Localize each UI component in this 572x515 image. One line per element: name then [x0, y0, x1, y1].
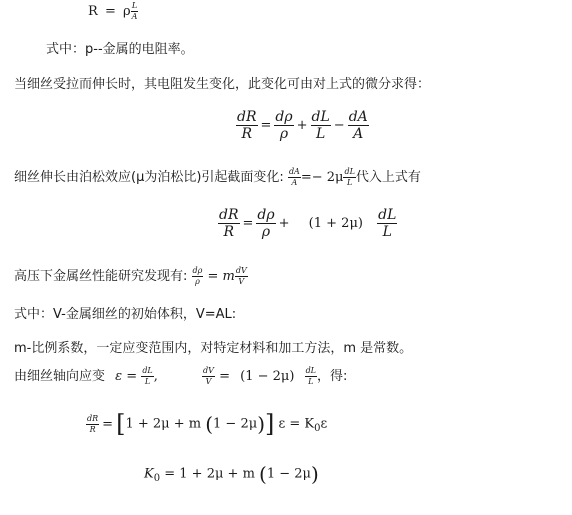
fraction-numerator: dA [288, 167, 300, 176]
symbol-k: K [144, 466, 154, 482]
fraction-numerator: dL [311, 109, 330, 125]
fraction-dl-over-l [377, 208, 397, 239]
equals-sign: = [260, 118, 272, 133]
poisson-effect-line [14, 166, 421, 187]
fraction-numerator: dL [305, 366, 316, 375]
fraction-dv-over-v [235, 267, 248, 286]
inner-term: 1 − 2μ [213, 416, 258, 432]
poisson-factor: (1 − 2μ) [240, 369, 295, 384]
fraction-numerator: dR [219, 207, 239, 223]
fraction-denominator: L [347, 178, 353, 187]
right-bracket: ] [265, 410, 275, 438]
fraction-denominator: R [223, 224, 235, 240]
subscript-zero: 0 [314, 423, 321, 435]
fraction-denominator: R [241, 126, 253, 142]
fraction-dr-over-r [236, 110, 258, 141]
poisson-coefficient: =− 2μ [300, 170, 344, 185]
left-paren: ( [259, 462, 267, 486]
fraction-denominator: ρ [195, 277, 200, 286]
fraction-numerator: dρ [275, 109, 293, 125]
result-text: ，得: [317, 369, 348, 384]
right-paren: ) [257, 412, 265, 436]
fraction-l-over-a [131, 2, 139, 21]
left-paren: ( [205, 412, 214, 436]
gauge-factor-rhs: = 1 + 2μ + m [164, 466, 255, 482]
fraction-numerator: dρ [257, 207, 275, 223]
fraction-denominator: A [291, 178, 298, 187]
substitute-text: 代入上式有 [355, 170, 421, 185]
symbol-rho: ρ [122, 4, 131, 19]
plus-sign: + [278, 216, 290, 231]
subscript-zero: 0 [153, 473, 161, 485]
fraction-drho-over-rho [192, 267, 204, 286]
fraction-denominator: V [238, 277, 245, 286]
fraction-numerator: dR [237, 109, 257, 125]
axial-strain-line [14, 365, 347, 386]
equals-sign: = [104, 4, 116, 19]
coefficient-definition-line: m-比例系数，一定应变范围内，对特定材料和加工方法，m 是常数。 [14, 341, 413, 356]
fraction-denominator: A [353, 126, 364, 142]
fraction-numerator: dV [235, 266, 247, 275]
fraction-da-over-a [288, 168, 301, 187]
left-bracket: [ [116, 410, 126, 438]
volume-definition-line: 式中：V-金属细丝的初始体积，V=AL: [14, 307, 237, 322]
resistance-formula [88, 2, 138, 21]
fraction-numerator: dL [344, 167, 355, 176]
fraction-numerator: dV [203, 366, 214, 375]
right-paren: ) [311, 462, 319, 486]
fraction-denominator: L [144, 377, 151, 386]
fraction-drho-over-rho [256, 208, 275, 239]
plus-sign: + [296, 118, 308, 133]
fraction-numerator: L [131, 1, 138, 10]
epsilon-equals: ε = [115, 369, 138, 384]
axial-strain-text: 由细丝轴向应变 [14, 369, 106, 384]
fraction-numerator: dL [142, 366, 153, 375]
minus-sign: − [333, 118, 345, 133]
high-pressure-text: 高压下金属丝性能研究发现有: [14, 269, 188, 284]
fraction-denominator: V [205, 377, 212, 386]
poisson-formula [288, 167, 356, 187]
gauge-factor-definition [144, 462, 319, 486]
strain-times-k: ε = K [278, 416, 315, 432]
fraction-denominator: A [131, 12, 138, 21]
coefficient-m: = m [207, 269, 235, 284]
inner-term: 1 − 2μ [266, 466, 312, 482]
fraction-numerator: dL [378, 207, 397, 223]
strain-formula [115, 366, 162, 386]
epsilon: ε [320, 416, 328, 432]
fraction-numerator: dA [348, 109, 368, 125]
bracket-content: 1 + 2μ + m [125, 416, 202, 432]
resistivity-volume-formula [192, 266, 248, 286]
fraction-denominator: L [316, 126, 326, 142]
fraction-denominator: ρ [261, 224, 271, 240]
fraction-dl-over-l [305, 367, 317, 386]
fraction-dl-over-l [311, 110, 331, 141]
fraction-numerator: dR [87, 413, 99, 423]
differential-equation-1 [236, 110, 369, 141]
fraction-dl-over-l [343, 168, 355, 187]
poisson-effect-text: 细丝伸长由泊松效应(μ为泊松比)引起截面变化: [14, 170, 284, 185]
equals-sign: = [242, 216, 254, 231]
definition-line-rho: 式中：p--金属的电阻率。 [46, 42, 194, 57]
poisson-term: (1 + 2μ) [308, 216, 363, 231]
fraction-dv-over-v [202, 367, 215, 386]
differential-equation-2 [218, 208, 397, 239]
symbol-r: R [88, 4, 98, 19]
equals-sign: = [102, 416, 114, 432]
volume-strain-formula [202, 366, 317, 386]
comma: , [153, 369, 158, 384]
fraction-drho-over-rho [274, 110, 293, 141]
fraction-numerator: dρ [192, 266, 203, 275]
fraction-denominator: L [308, 377, 314, 386]
high-pressure-line [14, 265, 248, 286]
fraction-dl-over-l [141, 367, 153, 386]
fraction-denominator: L [382, 224, 392, 240]
fraction-denominator: R [89, 424, 96, 434]
fraction-da-over-a [348, 110, 369, 141]
fraction-dr-over-r [86, 415, 99, 434]
fraction-dr-over-r [218, 208, 240, 239]
paragraph-differentiation: 当细丝受拉而伸长时，其电阻发生变化，此变化可由对上式的微分求得： [14, 77, 431, 92]
fraction-denominator: ρ [279, 126, 289, 142]
equals-sign: = [219, 369, 230, 384]
gauge-factor-equation [86, 410, 327, 438]
